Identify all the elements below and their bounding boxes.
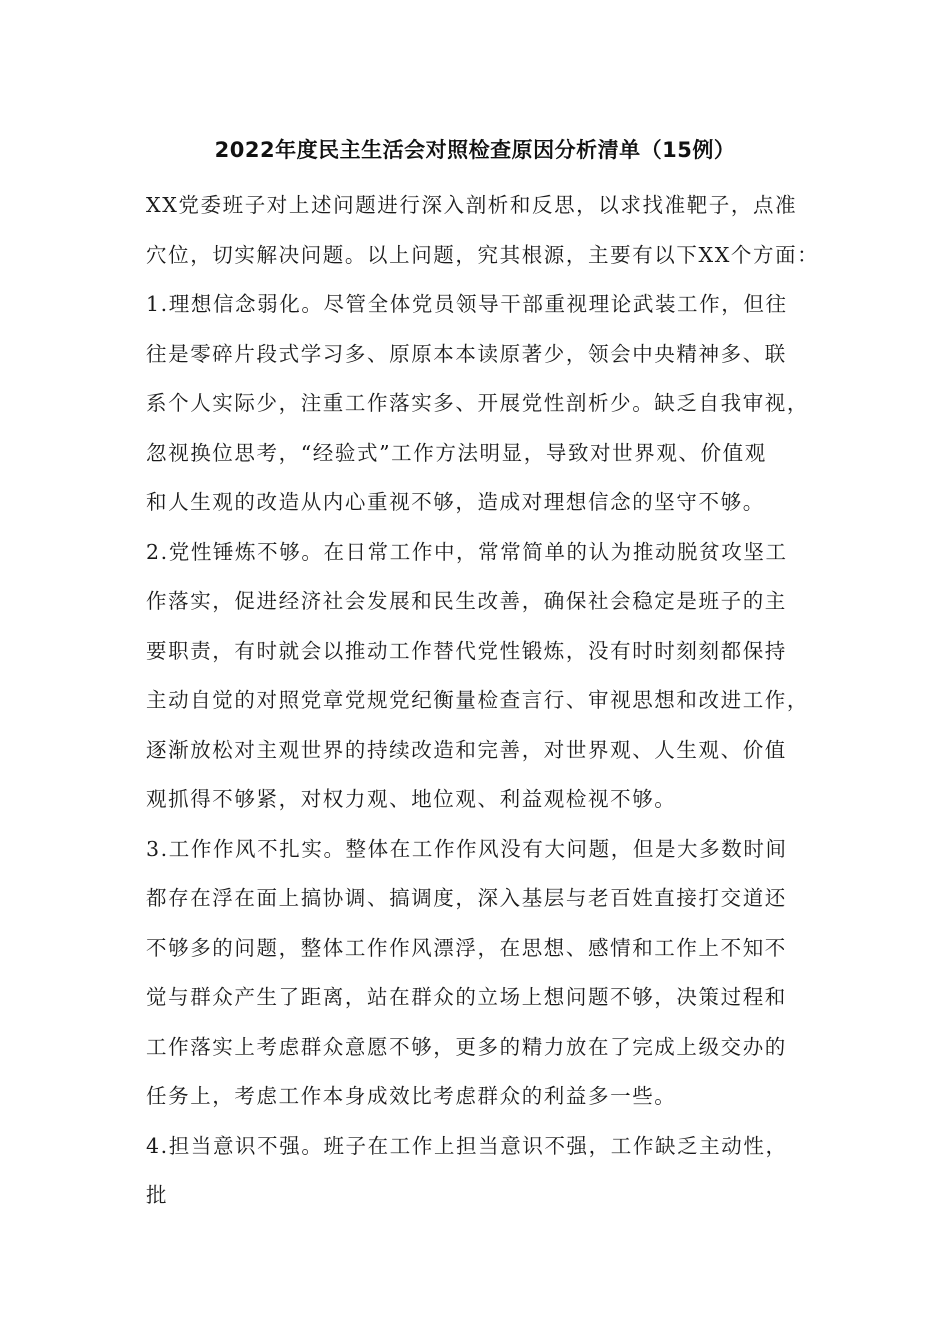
text-line: 观抓得不够紧，对权力观、地位观、利益观检视不够。	[146, 787, 677, 811]
text-line: 逐渐放松对主观世界的持续改造和完善，对世界观、人生观、价值	[146, 737, 787, 762]
document-body	[146, 181, 832, 1221]
text-line: 往是零碎片段式学习多、原原本本读原著少，领会中央精神多、联	[146, 341, 787, 366]
text-line: 2.党性锤炼不够。在日常工作中，常常简单的认为推动脱贫攻坚工	[146, 539, 788, 564]
text-line: 系个人实际少，注重工作落实多、开展党性剖析少。缺乏自我审视，	[146, 391, 809, 415]
text-line: XX党委班子对上述问题进行深入剖析和反思，以求找准靶子，点准	[146, 193, 798, 217]
text-line: 都存在浮在面上搞协调、搞调度，深入基层与老百姓直接打交道还	[146, 886, 787, 910]
text-line: 批	[146, 1183, 169, 1207]
text-line: 3.工作作风不扎实。整体在工作作风没有大问题，但是大多数时间	[146, 836, 788, 861]
text-line: 4.担当意识不强。班子在工作上担当意识不强，工作缺乏主动性，	[146, 1133, 788, 1158]
text-line: 1.理想信念弱化。尽管全体党员领导干部重视理论武装工作，但往	[146, 292, 788, 316]
text-line: 觉与群众产生了距离，站在群众的立场上想问题不够，决策过程和	[146, 985, 787, 1009]
document-title: 2022年度民主生活会对照检查原因分析清单（15例）	[214, 138, 736, 162]
text-line: 不够多的问题，整体工作作风漂浮，在思想、感情和工作上不知不	[146, 935, 787, 960]
text-line: 和人生观的改造从内心重视不够，造成对理想信念的坚守不够。	[146, 490, 765, 514]
text-line: 工作落实上考虑群众意愿不够，更多的精力放在了完成上级交办的	[146, 1034, 787, 1059]
text-line: 要职责，有时就会以推动工作替代党性锻炼，没有时时刻刻都保持	[146, 638, 787, 663]
text-line: 忽视换位思考，“经验式”工作方法明显，导致对世界观、价值观	[146, 440, 767, 465]
text-line: 任务上，考虑工作本身成效比考虑群众的利益多一些。	[146, 1084, 677, 1108]
text-line: 穴位，切实解决问题。以上问题，究其根源，主要有以下XX个方面：	[146, 242, 820, 267]
text-line: 作落实，促进经济社会发展和民生改善，确保社会稳定是班子的主	[146, 589, 787, 613]
text-line: 主动自觉的对照党章党规党纪衡量检查言行、审视思想和改进工作，	[146, 688, 809, 712]
